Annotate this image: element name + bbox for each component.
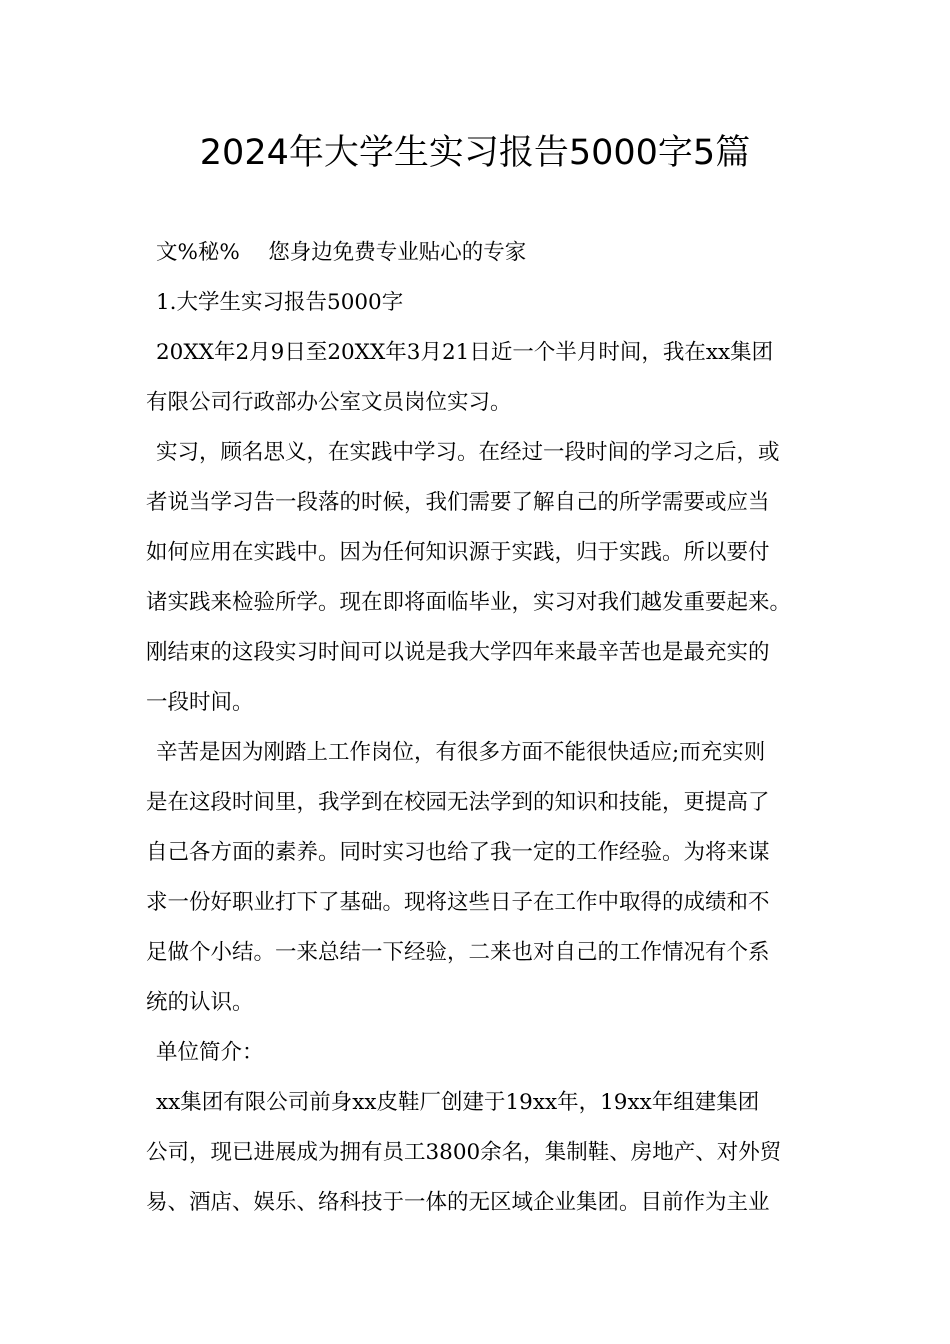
- document-body: [146, 228, 826, 1228]
- text-line: 如何应用在实践中。因为任何知识源于实践，归于实践。所以要付: [146, 540, 770, 565]
- text-line: xx集团有限公司前身xx皮鞋厂创建于19xx年，19xx年组建集团: [156, 1090, 760, 1115]
- text-line: 易、酒店、娱乐、络科技于一体的无区域企业集团。目前作为主业: [146, 1190, 770, 1215]
- text-line: 者说当学习告一段落的时候，我们需要了解自己的所学需要或应当: [146, 490, 770, 515]
- text-line: 一段时间。: [146, 690, 254, 715]
- document-title: 2024年大学生实习报告5000字5篇: [199, 133, 751, 173]
- text-line: 诸实践来检验所学。现在即将面临毕业，实习对我们越发重要起来。: [146, 590, 792, 615]
- text-line: 实习，顾名思义，在实践中学习。在经过一段时间的学习之后，或: [156, 440, 780, 465]
- text-line: 刚结束的这段实习时间可以说是我大学四年来最辛苦也是最充实的: [146, 640, 770, 665]
- text-line: 单位简介：: [156, 1040, 264, 1065]
- text-line: 是在这段时间里，我学到在校园无法学到的知识和技能，更提高了: [146, 790, 770, 815]
- text-line: 20XX年2月9日至20XX年3月21日近一个半月时间，我在xx集团: [156, 340, 774, 365]
- text-line: 求一份好职业打下了基础。现将这些日子在工作中取得的成绩和不: [146, 890, 770, 915]
- text-line: 自己各方面的素养。同时实习也给了我一定的工作经验。为将来谋: [146, 840, 770, 865]
- text-line: 公司，现已进展成为拥有员工3800余名，集制鞋、房地产、对外贸: [146, 1140, 782, 1165]
- text-line: 足做个小结。一来总结一下经验，二来也对自己的工作情况有个系: [146, 940, 770, 965]
- text-line: 文%秘% 您身边免费专业贴心的专家: [156, 240, 527, 265]
- text-line: 统的认识。: [146, 990, 254, 1015]
- text-line: 辛苦是因为刚踏上工作岗位，有很多方面不能很快适应;而充实则: [156, 740, 766, 765]
- text-line: 1.大学生实习报告5000字: [156, 290, 404, 315]
- text-line: 有限公司行政部办公室文员岗位实习。: [146, 390, 512, 415]
